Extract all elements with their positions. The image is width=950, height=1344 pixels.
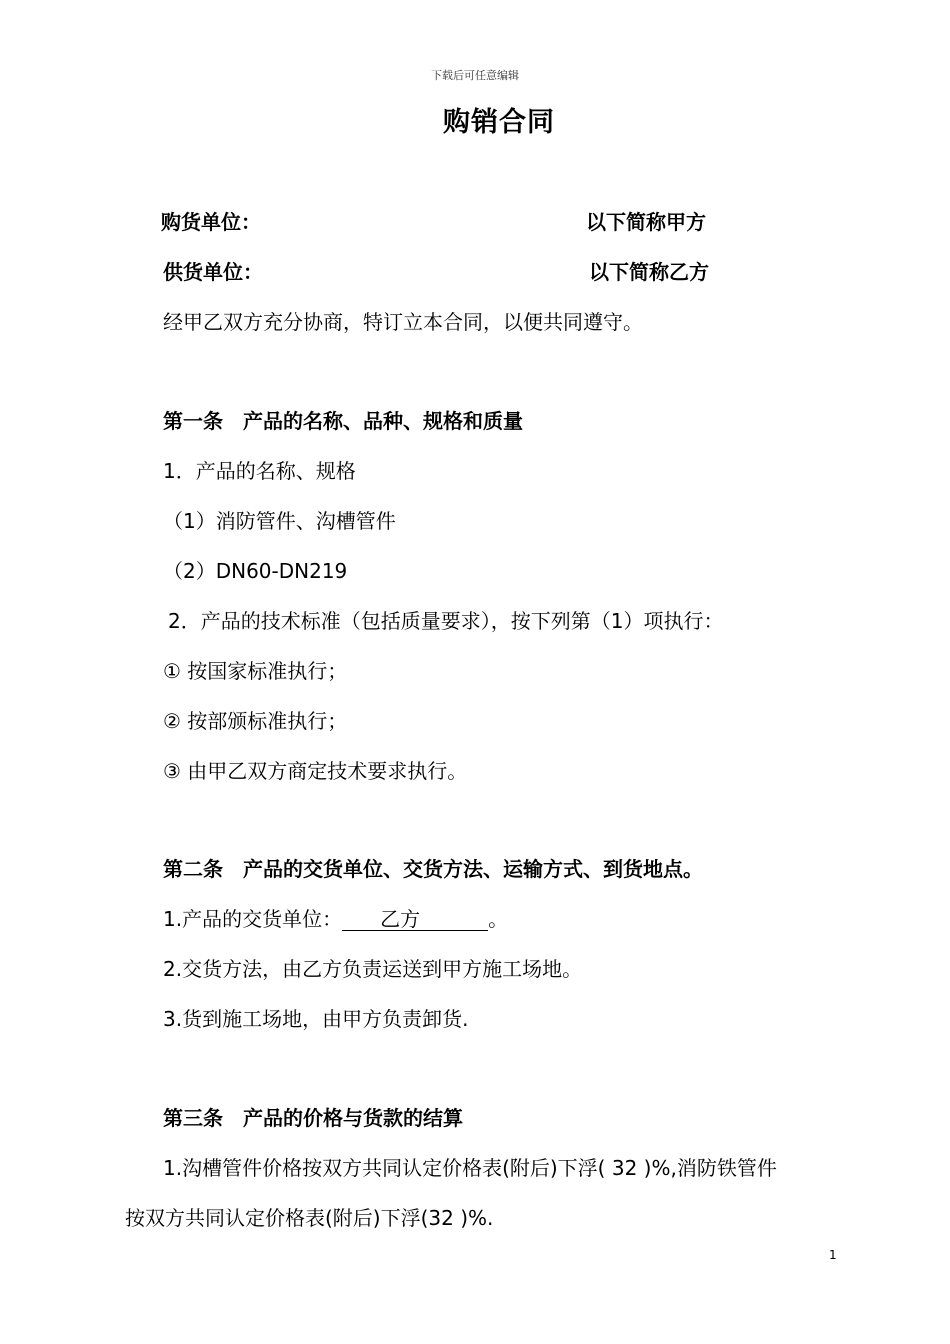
article-1-heading: 第一条 产品的名称、品种、规格和质量 bbox=[163, 409, 523, 433]
article-2-item-2: 2.交货方法，由乙方负责运送到甲方施工场地。 bbox=[163, 957, 583, 981]
article-2-item-1 bbox=[163, 903, 508, 932]
article-3-item-1-line-1: 1.沟槽管件价格按双方共同认定价格表(附后)下浮( 32 )%,消防铁管件 bbox=[163, 1156, 777, 1180]
page-header-note: 下载后可任意编辑 bbox=[431, 69, 519, 82]
delivery-unit-value: 乙方 bbox=[342, 908, 488, 931]
article-2-item-3: 3.货到施工场地，由甲方负责卸货. bbox=[163, 1007, 469, 1031]
article-3-item-1-line-2: 按双方共同认定价格表(附后)下浮(32 )%. bbox=[125, 1206, 494, 1230]
seller-alias: 以下简称乙方 bbox=[589, 260, 709, 284]
article-1-item-2: 2．产品的技术标准（包括质量要求），按下列第（1）项执行： bbox=[168, 609, 724, 633]
page-number: 1 bbox=[829, 1248, 837, 1262]
buyer-alias: 以下简称甲方 bbox=[586, 210, 706, 234]
article-1-sub-2: （2）DN60-DN219 bbox=[163, 559, 348, 583]
article-1-option-1: ① 按国家标准执行； bbox=[163, 659, 348, 683]
buyer-label: 购货单位： bbox=[161, 210, 261, 234]
document-title: 购销合同 bbox=[443, 107, 555, 138]
article-1-option-3: ③ 由甲乙双方商定技术要求执行。 bbox=[163, 759, 468, 783]
article-1-option-2: ② 按部颁标准执行； bbox=[163, 709, 348, 733]
delivery-unit-suffix: 。 bbox=[488, 907, 509, 931]
article-1-item-1: 1．产品的名称、规格 bbox=[163, 459, 356, 483]
delivery-unit-label: 1.产品的交货单位： bbox=[163, 907, 343, 931]
article-3-heading: 第三条 产品的价格与货款的结算 bbox=[163, 1106, 463, 1130]
article-2-heading: 第二条 产品的交货单位、交货方法、运输方式、到货地点。 bbox=[163, 857, 703, 881]
intro-paragraph: 经甲乙双方充分协商，特订立本合同，以便共同遵守。 bbox=[163, 310, 643, 334]
article-1-sub-1: （1）消防管件、沟槽管件 bbox=[163, 509, 396, 533]
seller-label: 供货单位： bbox=[163, 260, 263, 284]
